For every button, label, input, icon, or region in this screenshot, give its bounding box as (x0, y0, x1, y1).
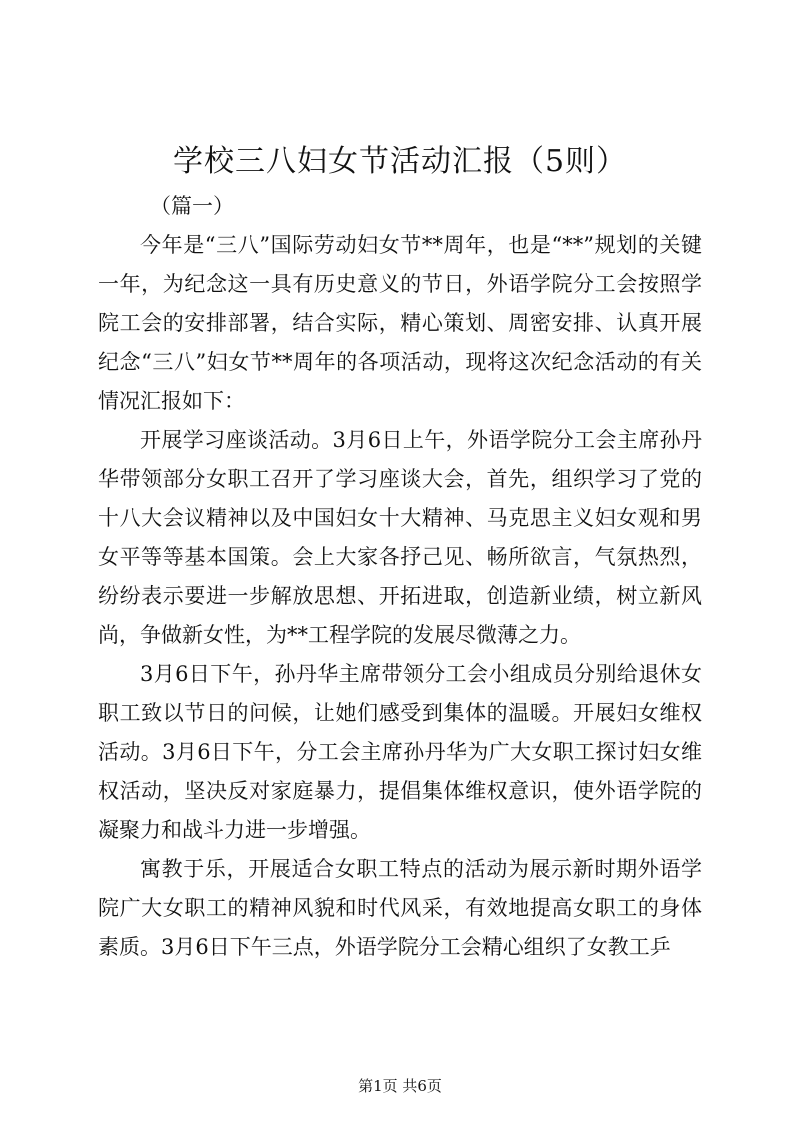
paragraph-visits-rights: 3月6日下午，孙丹华主席带领分工会小组成员分别给退休女职工致以节日的问候，让她们感受到集体的温暖。开展妇女维权活动。3月6日下午，分工会主席孙丹华为广大女职工探讨妇女维权活动，坚决反对家庭暴力，提倡集体维权意识，使外语学院的凝聚力和战斗力进一步增强。 (98, 662, 702, 842)
document-body (98, 226, 702, 1042)
page-footer: 第1页 共6页 (358, 1077, 442, 1095)
paragraph-recreation: 寓教于乐，开展适合女职工特点的活动为展示新时期外语学院广大女职工的精神风貌和时代风采，有效地提高女职工的身体素质。3月6日下午三点，外语学院分工会精心组织了女教工乒 (98, 857, 702, 959)
paragraph-intro: 今年是“三八”国际劳动妇女节**周年，也是“**”规划的关键一年，为纪念这一具有历史意义的节日，外语学院分工会按照学院工会的安排部署，结合实际，精心策划、周密安排、认真开展纪念“三八”妇女节**周年的各项活动，现将这次纪念活动的有关情况汇报如下： (98, 233, 702, 413)
document-title: 学校三八妇女节活动汇报（5则） (172, 144, 628, 179)
paragraph-study-forum: 开展学习座谈活动。3月6日上午，外语学院分工会主席孙丹华带领部分女职工召开了学习座谈大会，首先，组织学习了党的十八大会议精神以及中国妇女十大精神、马克思主义妇女观和男女平等等基本国策。会上大家各抒己见、畅所欲言，气氛热烈，纷纷表示要进一步解放思想、开拓进取，创造新业绩，树立新风尚，争做新女性，为**工程学院的发展尽微薄之力。 (98, 428, 702, 647)
section-label: （篇一） (150, 194, 234, 218)
